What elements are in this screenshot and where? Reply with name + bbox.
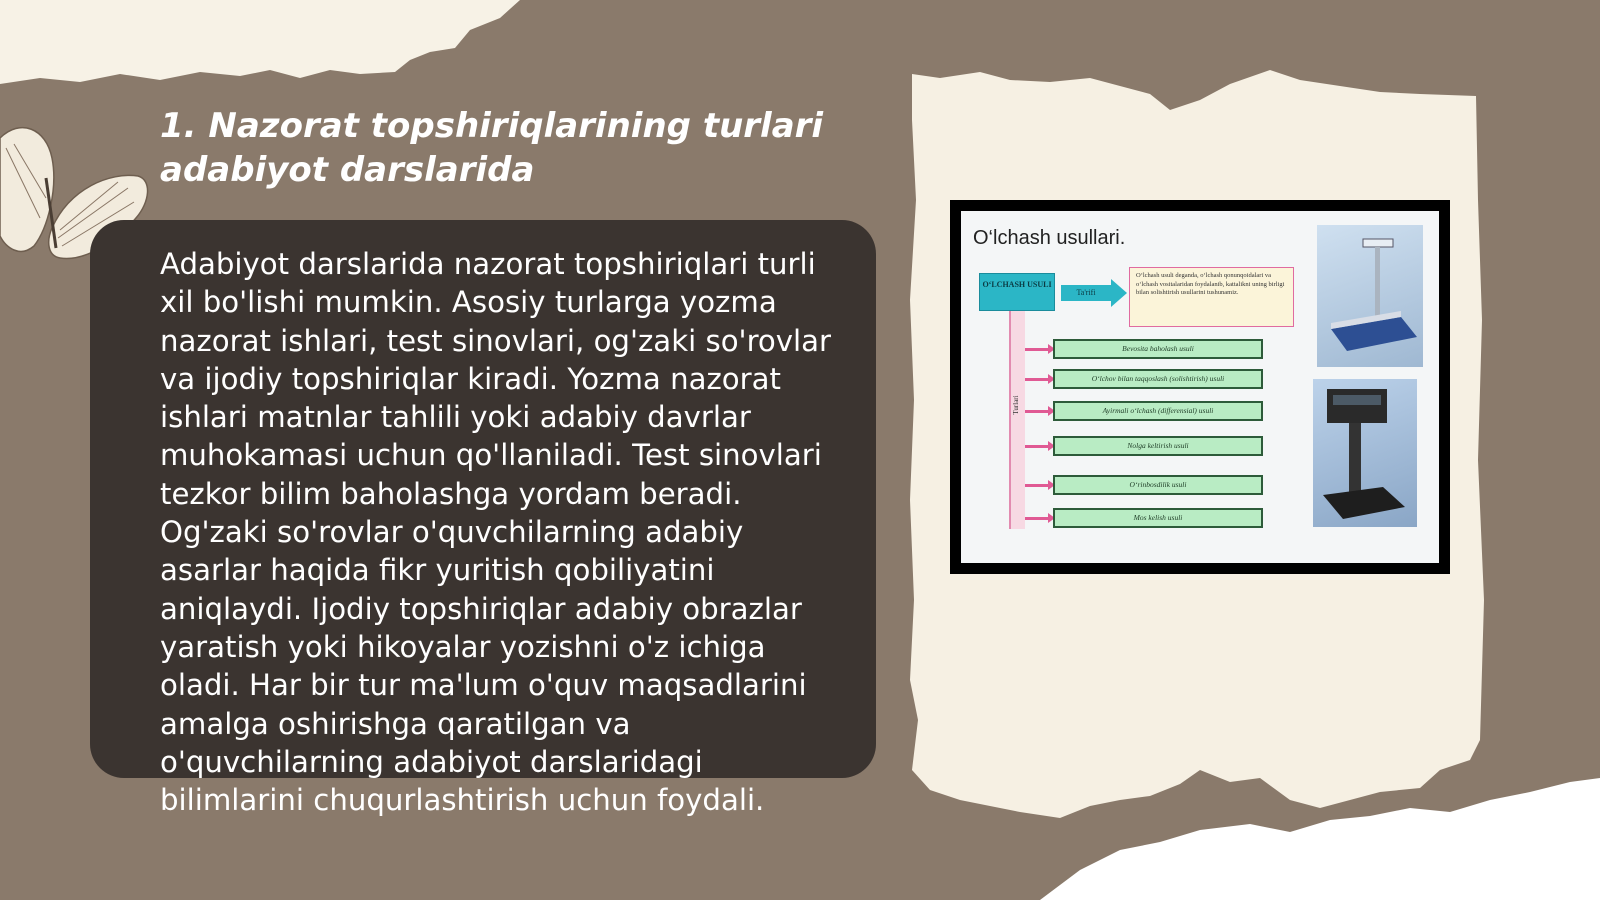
counter-scale-photo xyxy=(1313,379,1417,527)
torn-paper-top-left xyxy=(0,0,520,84)
figure-method: Nolga keltirish usuli xyxy=(1053,436,1263,456)
figure-trunk xyxy=(1009,311,1025,529)
figure-method: Ayirmali o‘lchash (differensial) usuli xyxy=(1053,401,1263,421)
figure-arrow-label: Ta'rifi xyxy=(1061,285,1111,301)
figure-title: O‘lchash usullari. xyxy=(973,227,1126,249)
figure-method: Bevosita baholash usuli xyxy=(1053,339,1263,359)
embedded-slide-image xyxy=(950,200,1450,574)
figure-method: Mos kelish usuli xyxy=(1053,508,1263,528)
arrow-right-icon xyxy=(1025,484,1049,487)
arrow-right-icon xyxy=(1111,279,1127,307)
slide-title: 1. Nazorat topshiriqlarining turlari adabiyot darslarida xyxy=(160,106,824,190)
figure-main-box: O‘LCHASH USULI xyxy=(979,273,1055,311)
arrow-right-icon xyxy=(1025,445,1049,448)
figure-description: O‘lchash usuli deganda, o‘lchash qonunqoidalari va o‘lchash vositalaridan foydalanib, kattalikni uning birligi bilan solishtirish usullarini tushunamiz. xyxy=(1129,267,1294,327)
arrow-right-icon xyxy=(1025,378,1049,381)
figure-method: O‘lchov bilan taqqoslash (solishtirish) usuli xyxy=(1053,369,1263,389)
arrow-right-icon xyxy=(1025,517,1049,520)
slide-body-text: Adabiyot darslarida nazorat topshiriqlari turli xil bo'lishi mumkin. Asosiy turlarga yozma nazorat ishlari, test sinovlari, og'zaki so'rovlar va ijodiy topshiriqlar kiradi. Yozma nazorat ishlari matnlar tahlili yoki adabiy davrlar muhokamasi uchun qo'llaniladi. Test sinovlari tezkor bilim baholashga yordam beradi. Og'zaki so'rovlar o'quvchilarning adabiy asarlar haqida fikr yuritish qobiliyatini aniqlaydi. Ijodiy topshiriqlar adabiy obrazlar yaratish yoki hikoyalar yozishni o'z ichiga oladi. Har bir tur ma'lum o'quv maqsadlarini amalga oshirishga qaratilgan va o'quvchilarning adabiyot darslaridagi bilimlarini chuqurlashtirish uchun foydali. xyxy=(160,247,832,818)
figure-trunk-label: Turlari xyxy=(1012,395,1020,415)
platform-scale-photo xyxy=(1317,225,1423,367)
arrow-right-icon xyxy=(1025,410,1049,413)
figure-method: O‘rinbosdilik usuli xyxy=(1053,475,1263,495)
arrow-right-icon xyxy=(1025,348,1049,351)
embedded-slide-content xyxy=(961,211,1439,563)
